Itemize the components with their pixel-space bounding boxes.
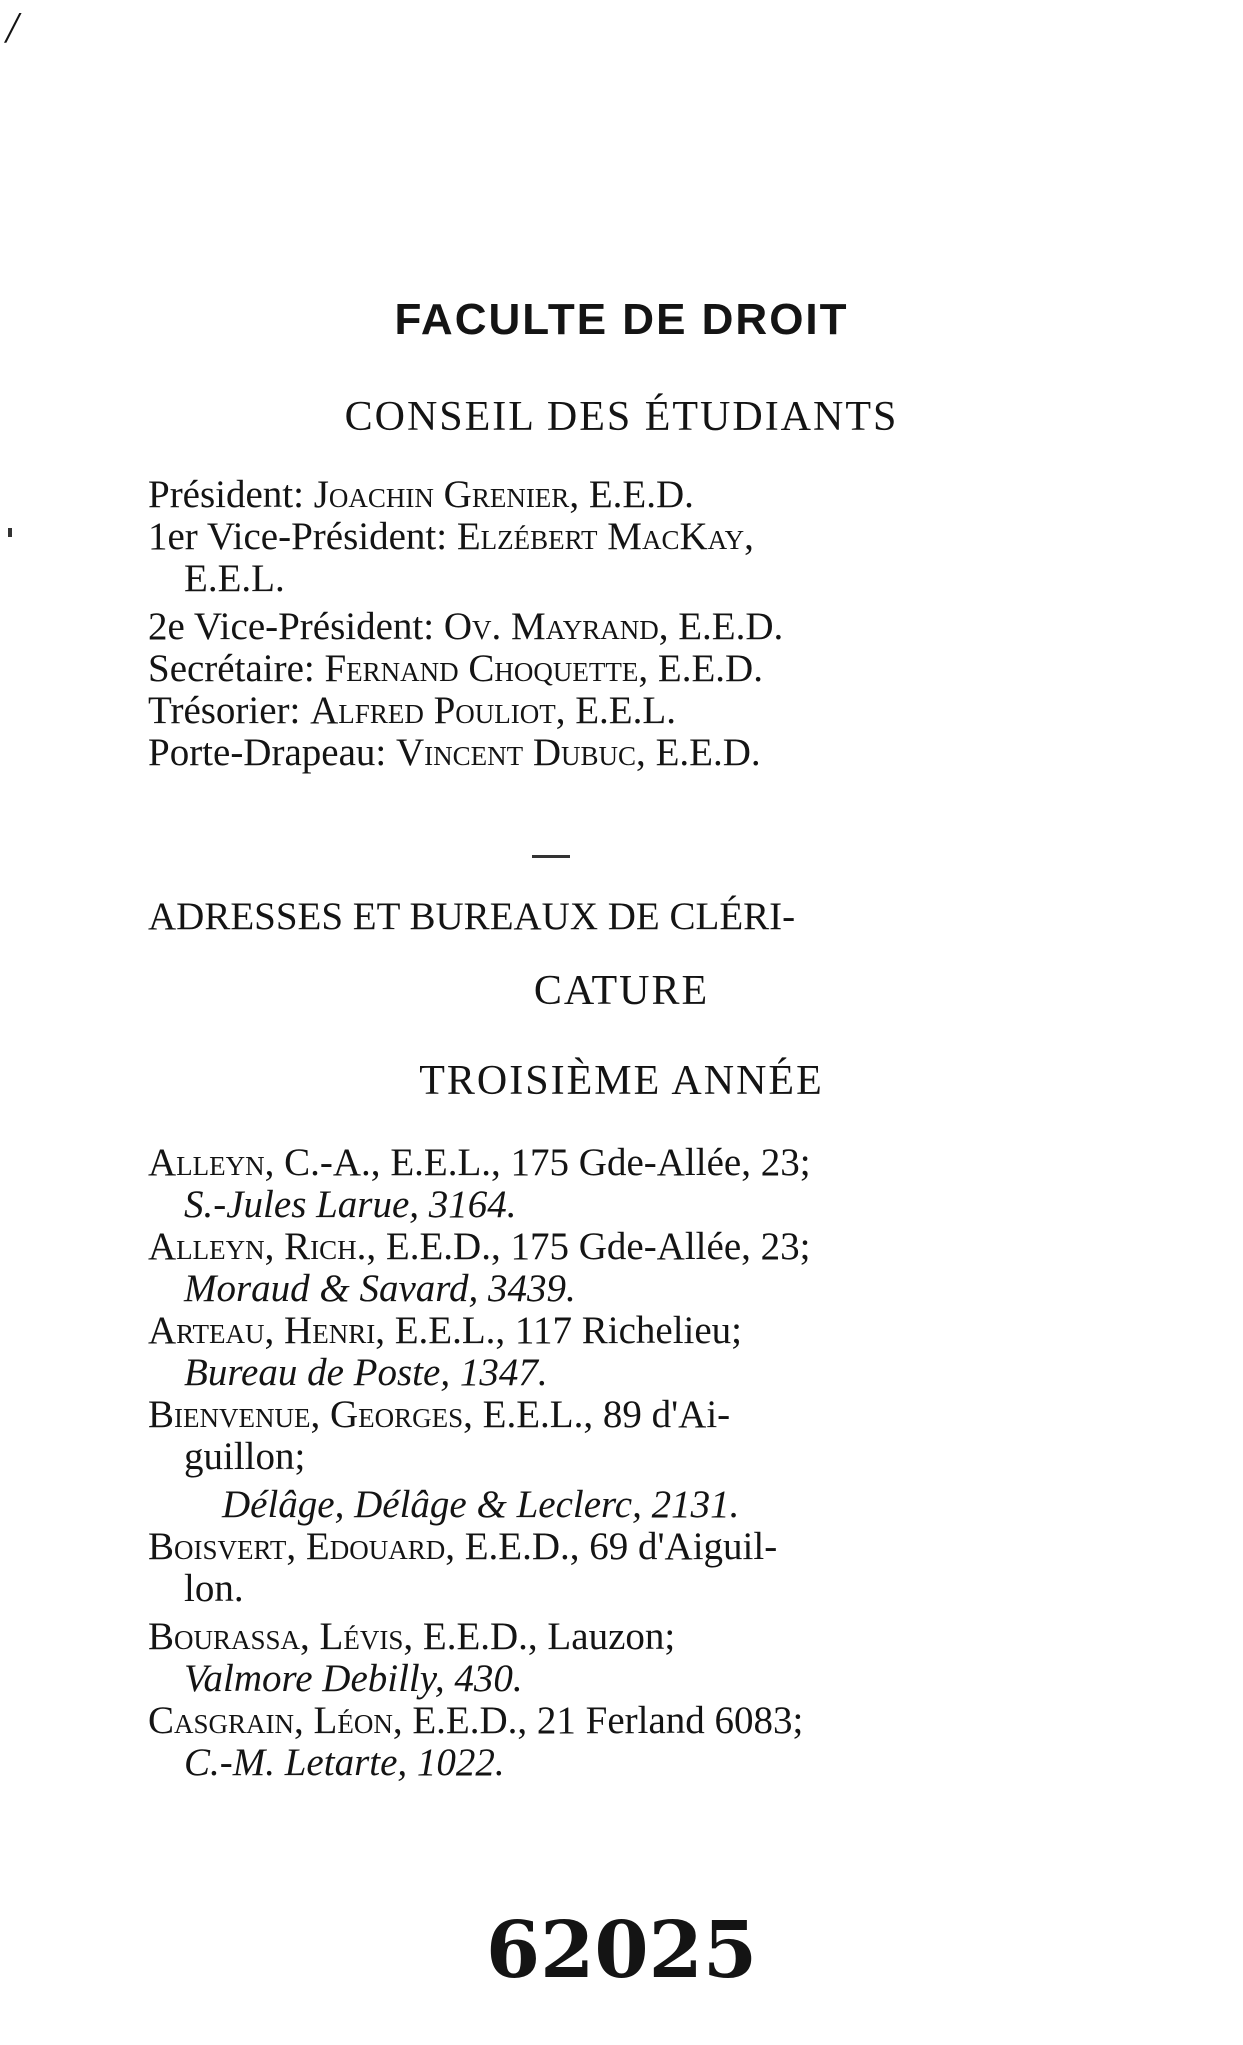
entry-office-line: S.-Jules Larue, 3164.	[184, 1183, 517, 1226]
entry-line: Boisvert, Edouard, E.E.D., 69 d'Aiguil-	[148, 1525, 778, 1568]
entry-continuation-line: lon.	[184, 1567, 244, 1610]
officer-line: Trésorier: Alfred Pouliot, E.E.L.	[148, 689, 676, 732]
entry-office-line: Valmore Debilly, 430.	[184, 1657, 523, 1700]
page-number: 62025	[485, 1905, 758, 1996]
entry-line: Bourassa, Lévis, E.E.D., Lauzon;	[148, 1615, 676, 1658]
entry-line: Bienvenue, Georges, E.E.L., 89 d'Ai-	[148, 1393, 731, 1436]
entry-office-line: C.-M. Letarte, 1022.	[184, 1741, 505, 1784]
margin-speck	[8, 528, 12, 537]
entry-line: Casgrain, Léon, E.E.D., 21 Ferland 6083;	[148, 1699, 804, 1742]
entry-office-line: Bureau de Poste, 1347.	[184, 1351, 548, 1394]
officer-line: 1er Vice-Président: Elzébert MacKay,	[148, 515, 754, 558]
officer-line: Porte-Drapeau: Vincent Dubuc, E.E.D.	[148, 731, 761, 774]
addresses-heading-line2: CATURE	[533, 968, 710, 1014]
officer-line: Président: Joachin Grenier, E.E.D.	[148, 473, 694, 516]
council-heading: CONSEIL DES ÉTUDIANTS	[344, 394, 899, 440]
margin-mark: /	[6, 3, 19, 52]
entry-line: Alleyn, C.-A., E.E.L., 175 Gde-Allée, 23;	[148, 1141, 811, 1184]
officer-line: 2e Vice-Président: Ov. Mayrand, E.E.D.	[148, 605, 784, 648]
faculty-title: FACULTE DE DROIT	[394, 295, 849, 344]
entry-line: Alleyn, Rich., E.E.D., 175 Gde-Allée, 23;	[148, 1225, 811, 1268]
entry-line: Arteau, Henri, E.E.L., 117 Richelieu;	[148, 1309, 743, 1352]
entry-office-line: Moraud & Savard, 3439.	[184, 1267, 576, 1310]
entry-office-line: Délâge, Délâge & Leclerc, 2131.	[222, 1483, 740, 1526]
year-heading: TROISIÈME ANNÉE	[419, 1058, 824, 1104]
officer-line: E.E.L.	[184, 557, 285, 600]
addresses-heading-line1: ADRESSES ET BUREAUX DE CLÉRI-	[148, 895, 796, 938]
entry-continuation-line: guillon;	[184, 1435, 306, 1478]
officer-line: Secrétaire: Fernand Choquette, E.E.D.	[148, 647, 763, 690]
section-divider	[532, 855, 570, 858]
